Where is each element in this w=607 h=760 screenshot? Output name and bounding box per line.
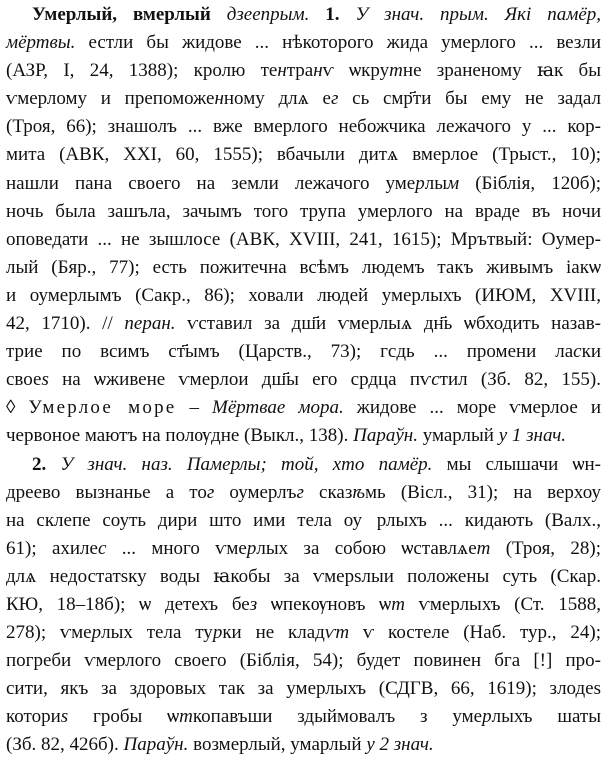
text-run: нашли пана своего на земли лежачого уме (6, 172, 416, 194)
italic-label: р (212, 622, 223, 644)
italic-label: у 2 знач. (366, 734, 434, 756)
italic-label: с (573, 341, 582, 363)
entry-line (6, 113, 601, 141)
text-run: погреби ѵмерлого своего (Біблія, 54); будет повинен бга [!] про- (6, 650, 601, 672)
text-run: лых тела ту (101, 622, 213, 644)
text-run: ки не клад (222, 622, 325, 644)
text-run: мь (Вісл., 31); на верхоу (365, 481, 601, 503)
italic-label: с (97, 537, 107, 559)
italic-label: ѣ (352, 481, 366, 503)
italic-label: перан. (124, 313, 176, 335)
sense-number: 2. (32, 453, 47, 475)
italic-label: т (389, 60, 403, 82)
text-run: копавъши здыймовалъ з уме (192, 706, 483, 728)
italic-label: т (476, 537, 491, 559)
italic-label: т (391, 593, 405, 615)
text-run: сити, якъ за здоровых так за умерлыхъ (СДГВ, 66, 1619); злодеѕ (6, 678, 601, 700)
entry-line (6, 254, 601, 282)
text-run: оповедати ... не зышлосе (АВК, ХVІІІ, 241, 1615); Мрътвый: Оумер- (6, 228, 601, 250)
text-run: ѵ ѡкру (322, 60, 390, 82)
italic-label: н (313, 60, 323, 82)
italic-label: Параўн. (123, 734, 189, 756)
italic-label: мёртвы. (6, 32, 76, 54)
text-run: ночь была зашъла, зачымъ того трупа умерлого на враде въ ночи (6, 200, 601, 222)
italic-label: ѕ (60, 706, 69, 728)
text-run (211, 4, 227, 25)
entry-line (6, 366, 601, 394)
italic-label: г (206, 481, 215, 503)
text-run: мита (АВК, ХХІ, 60, 1555); вбачыли дитѧ вмерлое (Трыст., 10); (6, 144, 601, 166)
italic-label: г (330, 88, 339, 110)
text-run: – (176, 397, 213, 419)
text-run: тил (Зб. 82, 155). (439, 369, 601, 391)
text-run (340, 4, 356, 25)
italic-label: с (431, 369, 440, 391)
entry-line (6, 731, 601, 759)
text-run: оумерлъ (214, 481, 297, 503)
italic-label: ѕ (41, 369, 49, 391)
italic-label: н (214, 88, 224, 110)
entry-line (6, 198, 601, 226)
text-run: сказ (303, 481, 353, 503)
entry-line (6, 282, 601, 310)
entry-line (6, 29, 601, 57)
text-run: не зраненому ꙗк бы (402, 60, 601, 82)
text-run: жидове ... море ѵмерлое и (343, 397, 602, 419)
text-run: ному длѧ е (223, 88, 331, 110)
text-run: дреево вызнанье а то (6, 481, 207, 503)
text-run: ѵмерлому и препоможе (6, 88, 215, 110)
text-run: червоное маютъ на полѹдне (Выкл., 138). (6, 425, 354, 447)
text-run: (Троя, 28); (490, 537, 602, 559)
entry-line (6, 170, 601, 198)
italic-label: г (296, 481, 304, 503)
text-run: лыхъ шаты (491, 706, 601, 728)
entry-line (6, 619, 601, 647)
sense-number: 1. (325, 4, 340, 25)
entry-line (6, 563, 601, 591)
entry-line (6, 394, 601, 422)
text-run: на склепе соуть дири што ими тела оуⷨрлыхъ ... кидають (Валх., (6, 509, 601, 531)
text-run: мы слышачи ѡн- (432, 453, 602, 475)
italic-label: р (91, 622, 102, 644)
text-run: (Троя, 66); знашолъ ... вже вмерлого небожчика лежачого у ... кор- (6, 116, 601, 138)
text-run: естли бы жидове ... нѣкоторого жида умерлого ... везли (75, 32, 601, 54)
entry-line (6, 422, 601, 450)
italic-label: з (249, 593, 258, 615)
text-run: ѡпекѹновъ ѡ (257, 593, 392, 615)
italic-label: р (246, 537, 257, 559)
text-run (46, 454, 60, 475)
italic-label: т (179, 706, 193, 728)
italic-label: У знач. наз. Памерлы; той, хто памёр. (60, 453, 433, 475)
text-run: 61); ахиле (6, 537, 98, 559)
text-run: гробы ѡ (68, 706, 180, 728)
text-run: ѵ костеле (Наб. тур., 24); (349, 622, 602, 644)
phrase-spaced: Умерлое море (28, 397, 177, 419)
italic-label: м (447, 172, 460, 194)
entry-line (6, 675, 601, 703)
italic-label: ѵт (324, 622, 350, 644)
text-run: тра (286, 60, 314, 82)
text-run: котори (6, 706, 61, 728)
entry-line (6, 703, 601, 731)
text-run: лы (424, 172, 447, 194)
text-run (309, 4, 325, 25)
entry-line (6, 57, 601, 85)
text-run: свое (6, 369, 42, 391)
text-run: длѧ недостатѕку воды ꙗкобы за ѵмерѕлыи положены суть (Скар. (6, 565, 601, 587)
text-run: умарлый (417, 425, 499, 447)
entry-line (6, 141, 601, 169)
italic-label: У знач. прым. Які памёр, (355, 4, 602, 25)
text-run: (Зб. 82, 426б). (6, 734, 124, 756)
italic-label: р (482, 706, 492, 728)
italic-label: дзеепрым. (226, 4, 310, 25)
headword: Умерлый, вмерлый (32, 4, 211, 25)
text-run: (Біблія, 120б); (459, 172, 602, 194)
entry-line (6, 226, 601, 254)
italic-label: Параўн. (353, 425, 418, 447)
italic-label: Мёртвае мора. (212, 397, 344, 419)
text-run: КЮ, 18–18б); ѡ детехъ бе (6, 593, 250, 615)
text-run: (АЗР, І, 24, 1388); кролю те (6, 60, 278, 82)
entry-line (6, 479, 601, 507)
entry-line (6, 535, 601, 563)
text-run: лый (Бяр., 77); есть пожитечна всѣмъ людемъ такъ живымъ іакѡ (6, 256, 601, 278)
text-run: и оумерлымъ (Сакр., 86); ховали людей умерлыхъ (ИЮМ, ХVІІІ, (6, 284, 601, 306)
text-run: на ѡживене ѵмерлои дш҃ы его срдца пѵ (48, 369, 432, 391)
entry-line (6, 85, 601, 113)
italic-label: н (277, 60, 287, 82)
entry-line (6, 647, 601, 675)
text-run: ◊ (6, 397, 29, 419)
text-run: ѵставил за дш҃и ѵмерлыѧ дн҃ь ѡбходить назав- (175, 313, 602, 335)
entry-line (6, 507, 601, 535)
text-run: лых за собою ѡставлѧе (256, 537, 477, 559)
text-run: 42, 1710). // (6, 313, 125, 335)
entry-line (6, 310, 601, 338)
text-run: трие по всимъ ст҃ымъ (Царств., 73); гсдь ... промени ла (6, 341, 574, 363)
text-run: возмерлый, умарлый (188, 734, 367, 756)
entry-line (6, 338, 601, 366)
text-run: 278); ѵме (6, 622, 92, 644)
text-run: ... много ѵме (106, 537, 247, 559)
entry-line (6, 1, 601, 29)
text-run: ѵмерлыхъ (Ст. 1588, (404, 593, 602, 615)
text-run: ки (581, 341, 601, 363)
italic-label: р (415, 172, 425, 194)
entry-line (6, 591, 601, 619)
italic-label: у 1 знач. (498, 425, 567, 447)
entry-line (6, 451, 601, 479)
text-run: сь смр҃ти бы ему не задал (338, 88, 602, 110)
